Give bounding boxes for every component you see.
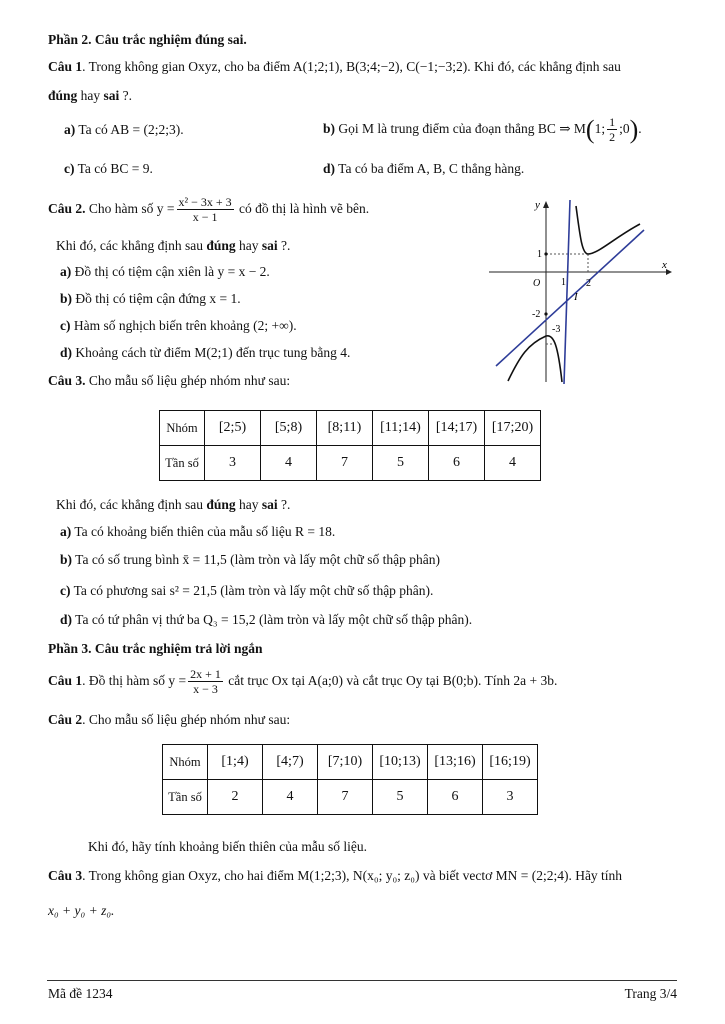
table-cell: 3 — [483, 780, 538, 815]
table-cell: [11;14) — [373, 411, 429, 446]
table-cell: 6 — [429, 446, 485, 481]
label-y-m3: -3 — [552, 324, 561, 335]
p2-q3-option-b: b) Ta có số trung bình x̄ = 11,5 (làm tròn và lấy một chữ số thập phân) — [60, 552, 440, 567]
table-cell: [14;17) — [429, 411, 485, 446]
table-cell: 3 — [205, 446, 261, 481]
p2-q3-intro: Khi đó, các khẳng định sau đúng hay sai ?. — [56, 497, 291, 512]
table-row — [163, 780, 538, 815]
p2-q1-option-c: c) Ta có BC = 9. — [64, 161, 153, 176]
footer-divider — [47, 980, 677, 981]
table-row — [160, 411, 541, 446]
table-row — [160, 446, 541, 481]
p2-q1-option-b: b) Gọi M là trung điểm của đoạn thẳng BC ⇒ M(1; $\frac{1}{2}$ ;0). — [323, 114, 642, 145]
table-cell: [4;7) — [263, 745, 318, 780]
p3-q2-frequency-table — [162, 744, 538, 815]
table-cell: 4 — [261, 446, 317, 481]
p3-q3-stem-line2: x₀ + y₀ + z₀. — [48, 903, 115, 918]
oblique-asymptote — [496, 230, 644, 366]
table-cell: [13;16) — [428, 745, 483, 780]
table-cell: 7 — [317, 446, 373, 481]
curve-left-branch — [508, 336, 562, 382]
p2-q3-stem: Câu 3. Cho mẫu số liệu ghép nhóm như sau: — [48, 373, 291, 388]
table-cell: [10;13) — [373, 745, 428, 780]
label-y-1: 1 — [537, 249, 542, 260]
part3-title: Phần 3. Câu trắc nghiệm trả lời ngắn — [48, 641, 263, 656]
p3-q3-stem: Câu 3. Trong không gian Oxyz, cho hai điểm M(1;2;3), N(x₀; y₀; z₀) và biết vectơ MN = (2;2;4). Hãy tính — [48, 868, 623, 883]
label-x-1: 1 — [561, 277, 566, 288]
p2-q1-option-a: a) Ta có AB = (2;2;3). — [64, 122, 184, 137]
table-cell: [8;11) — [317, 411, 373, 446]
table-cell: 2 — [208, 780, 263, 815]
p2-q1-stem-line2: đúng hay sai ?. — [48, 88, 133, 103]
table-header-group: Nhóm — [163, 745, 208, 780]
table-row — [163, 745, 538, 780]
x-axis-arrow — [666, 269, 672, 275]
table-cell: [1;4) — [208, 745, 263, 780]
p2-q3-frequency-table — [159, 410, 541, 481]
table-cell: 4 — [263, 780, 318, 815]
table-cell: 6 — [428, 780, 483, 815]
table-cell: [17;20) — [485, 411, 541, 446]
table-header-freq: Tần số — [160, 446, 205, 481]
table-header-freq: Tần số — [163, 780, 208, 815]
p2-q3-option-a: a) Ta có khoảng biến thiên của mẫu số liệu R = 18. — [60, 524, 336, 539]
p2-q2-stem: Câu 2. Cho hàm số y = $\frac{\text{x² − 3x + 3}}{x - 1}$ có đồ thị là hình vẽ bên. — [48, 195, 370, 225]
label-origin: O — [533, 278, 541, 289]
p2-q2-option-b: b) Đồ thị có tiệm cận đứng x = 1. — [60, 291, 241, 306]
part2-title: Phần 2. Câu trắc nghiệm đúng sai. — [48, 32, 247, 47]
label-y-m2: -2 — [532, 309, 541, 320]
y-axis-arrow — [543, 201, 549, 208]
p2-q3-option-d: d) Ta có tứ phân vị thứ ba Q₃ = 15,2 (làm tròn và lấy một chữ số thập phân). — [60, 612, 473, 627]
table-cell: [16;19) — [483, 745, 538, 780]
p2-q1-option-d: d) Ta có ba điểm A, B, C thẳng hàng. — [323, 161, 525, 176]
p2-q2-option-a: a) Đồ thị có tiệm cận xiên là y = x − 2. — [60, 264, 270, 279]
p3-q1-stem: Câu 1. Đồ thị hàm số y = $\frac{2x + 1}{x - 3}$ cắt trục Ox tại A(a;0) và cắt trục Oy tại B(0;b). Tính 2a + 3b. — [48, 667, 558, 697]
p2-q2-option-d: d) Khoảng cách từ điểm M(2;1) đến trục tung bằng 4. — [60, 345, 351, 360]
label-x: x — [662, 259, 667, 271]
table-cell: 4 — [485, 446, 541, 481]
function-graph — [484, 196, 674, 386]
table-cell: 5 — [373, 780, 428, 815]
table-cell: 5 — [373, 446, 429, 481]
table-cell: [5;8) — [261, 411, 317, 446]
label-y: y — [535, 199, 540, 211]
table-cell: 7 — [318, 780, 373, 815]
footer-exam-code: Mã đề 1234 — [48, 986, 113, 1001]
label-point-i: I — [574, 291, 578, 303]
p3-q2-followup: Khi đó, hãy tính khoảng biến thiên của mẫu số liệu. — [88, 839, 367, 854]
label-x-2: 2 — [586, 278, 591, 289]
table-cell: [2;5) — [205, 411, 261, 446]
footer-page-number: Trang 3/4 — [624, 986, 677, 1001]
p3-q2-stem: Câu 2. Cho mẫu số liệu ghép nhóm như sau: — [48, 712, 291, 727]
p2-q2-intro: Khi đó, các khẳng định sau đúng hay sai ?. — [56, 238, 291, 253]
p2-q1-stem: Câu 1. Trong không gian Oxyz, cho ba điểm A(1;2;1), B(3;4;−2), C(−1;−3;2). Khi đó, các khẳng định sau — [48, 59, 621, 74]
curve-right-branch — [576, 206, 640, 254]
table-cell: [7;10) — [318, 745, 373, 780]
p2-q3-option-c: c) Ta có phương sai s² = 21,5 (làm tròn và lấy một chữ số thập phân). — [60, 583, 434, 598]
vertical-asymptote — [564, 200, 570, 384]
table-header-group: Nhóm — [160, 411, 205, 446]
p2-q2-option-c: c) Hàm số nghịch biến trên khoảng (2; +∞). — [60, 318, 297, 333]
